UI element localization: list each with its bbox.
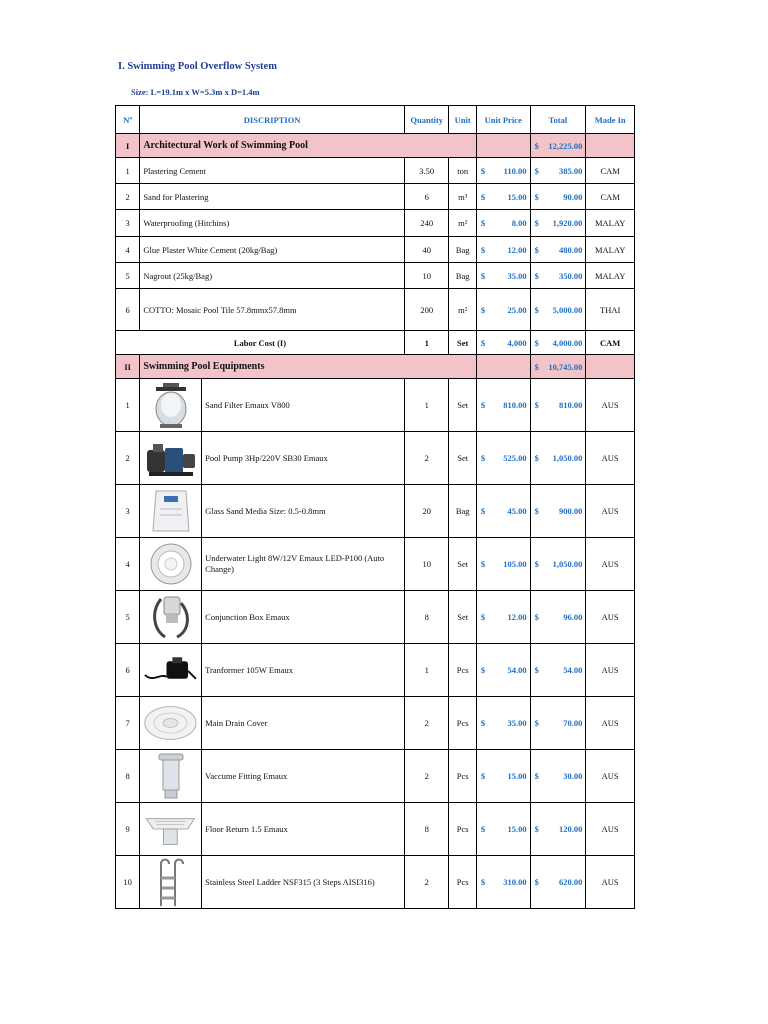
table-row <box>116 158 635 184</box>
item-unit-price: $ 105.00 <box>480 559 527 569</box>
item-origin: AUS <box>586 856 635 909</box>
item-quantity: 8 <box>404 591 449 644</box>
labor-unit-price: $ 4,000 <box>480 337 527 348</box>
item-unit-price: $ 110.00 <box>480 165 527 176</box>
item-number: 2 <box>116 432 140 485</box>
header-total: Total <box>530 106 586 134</box>
item-total: $ 120.00 <box>534 824 583 834</box>
item-unit: Pcs <box>449 803 476 856</box>
item-unit-price: $ 310.00 <box>480 877 527 887</box>
item-unit: Pcs <box>449 644 476 697</box>
item-unit: Set <box>449 432 476 485</box>
item-number: 3 <box>116 210 140 237</box>
labor-origin: CAM <box>586 331 635 355</box>
item-quantity: 8 <box>404 803 449 856</box>
header-unit-price: Unit Price <box>476 106 530 134</box>
item-unit: Set <box>449 591 476 644</box>
item-description: Plastering Cement <box>140 158 405 184</box>
item-description: Tranformer 105W Emaux <box>202 644 405 697</box>
item-number: 5 <box>116 591 140 644</box>
table-row <box>116 184 635 210</box>
table-header-row <box>116 106 635 134</box>
table-row <box>116 591 635 644</box>
sand-bag-icon <box>143 487 198 535</box>
section-number: I <box>116 134 140 158</box>
item-quantity: 1 <box>404 379 449 432</box>
table-row <box>116 210 635 237</box>
item-quantity: 200 <box>404 289 449 331</box>
item-unit: Set <box>449 538 476 591</box>
section-number: II <box>116 355 140 379</box>
item-description: Pool Pump 3Hp/220V SB30 Emaux <box>202 432 405 485</box>
item-description: Nagrout (25kg/Bag) <box>140 263 405 289</box>
item-quantity: 20 <box>404 485 449 538</box>
item-origin: AUS <box>586 644 635 697</box>
item-total: $ 810.00 <box>534 400 583 410</box>
item-quantity: 2 <box>404 697 449 750</box>
item-origin: AUS <box>586 379 635 432</box>
item-origin: AUS <box>586 538 635 591</box>
vacuum-fitting-icon <box>143 752 198 800</box>
item-origin: THAI <box>586 289 635 331</box>
table-row <box>116 432 635 485</box>
item-unit: m² <box>449 210 476 237</box>
table-row <box>116 263 635 289</box>
item-unit: Pcs <box>449 697 476 750</box>
item-origin: CAM <box>586 184 635 210</box>
item-number: 1 <box>116 379 140 432</box>
item-number: 9 <box>116 803 140 856</box>
item-origin: AUS <box>586 803 635 856</box>
table-row <box>116 379 635 432</box>
section-total: $ 10,745.00 <box>534 361 583 372</box>
section-total: $ 12,225.00 <box>534 140 583 151</box>
item-unit-price: $ 12.00 <box>480 612 527 622</box>
item-number: 1 <box>116 158 140 184</box>
item-unit-price: $ 15.00 <box>480 191 527 202</box>
pool-pump-icon <box>143 438 198 478</box>
item-description: Waterproofing (Hitchins) <box>140 210 405 237</box>
labor-description: Labor Cost (I) <box>116 331 405 355</box>
item-origin: CAM <box>586 158 635 184</box>
item-description: Main Drain Cover <box>202 697 405 750</box>
item-quantity: 1 <box>404 644 449 697</box>
labor-total: $ 4,000.00 <box>534 337 583 348</box>
table-row <box>116 750 635 803</box>
item-total: $ 70.00 <box>534 718 583 728</box>
item-number: 7 <box>116 697 140 750</box>
quotation-table <box>115 105 635 909</box>
item-total: $ 620.00 <box>534 877 583 887</box>
header-unit: Unit <box>449 106 476 134</box>
labor-unit: Set <box>449 331 476 355</box>
item-number: 6 <box>116 289 140 331</box>
item-origin: AUS <box>586 591 635 644</box>
table-row <box>116 803 635 856</box>
item-description: Glue Plaster White Cement (20kg/Bag) <box>140 237 405 263</box>
item-number: 4 <box>116 538 140 591</box>
floor-return-icon <box>143 807 198 851</box>
document-title: I. Swimming Pool Overflow System <box>118 61 277 72</box>
item-quantity: 10 <box>404 538 449 591</box>
header-quantity: Quantity <box>404 106 449 134</box>
underwater-light-icon <box>143 542 198 586</box>
table-row <box>116 538 635 591</box>
item-description: Vaccume Fitting Emaux <box>202 750 405 803</box>
item-origin: MALAY <box>586 210 635 237</box>
item-total: $ 900.00 <box>534 506 583 516</box>
item-unit-price: $ 25.00 <box>480 304 527 315</box>
drain-cover-icon <box>143 701 198 745</box>
item-number: 10 <box>116 856 140 909</box>
table-row <box>116 644 635 697</box>
item-unit-price: $ 15.00 <box>480 771 527 781</box>
item-total: $ 1,050.00 <box>534 453 583 463</box>
item-quantity: 3.50 <box>404 158 449 184</box>
section-title: Swimming Pool Equipments <box>140 355 477 379</box>
labor-quantity: 1 <box>404 331 449 355</box>
header-description: DISCRIPTION <box>140 106 405 134</box>
item-unit-price: $ 35.00 <box>480 718 527 728</box>
labor-cost-row <box>116 331 635 355</box>
item-number: 4 <box>116 237 140 263</box>
sand-filter-icon <box>143 381 198 429</box>
item-quantity: 40 <box>404 237 449 263</box>
item-total: $ 90.00 <box>534 191 583 202</box>
item-total: $ 30.00 <box>534 771 583 781</box>
item-description: Underwater Light 8W/12V Emaux LED-P100 (Auto Change) <box>202 538 405 591</box>
item-quantity: 2 <box>404 750 449 803</box>
table-row <box>116 697 635 750</box>
item-total: $ 1,920.00 <box>534 218 583 228</box>
transformer-icon <box>143 653 198 687</box>
item-unit: Pcs <box>449 856 476 909</box>
item-number: 3 <box>116 485 140 538</box>
item-unit-price: $ 525.00 <box>480 453 527 463</box>
item-unit-price: $ 35.00 <box>480 270 527 281</box>
section-row-equipments <box>116 355 635 379</box>
item-unit: ton <box>449 158 476 184</box>
item-description: Sand Filter Emaux V800 <box>202 379 405 432</box>
item-description: Conjunction Box Emaux <box>202 591 405 644</box>
item-total: $ 1,050.00 <box>534 559 583 569</box>
item-total: $ 480.00 <box>534 244 583 255</box>
item-unit: Bag <box>449 485 476 538</box>
item-origin: AUS <box>586 750 635 803</box>
item-quantity: 240 <box>404 210 449 237</box>
item-total: $ 54.00 <box>534 665 583 675</box>
item-description: Floor Return 1.5 Emaux <box>202 803 405 856</box>
item-total: $ 5,000.00 <box>534 304 583 315</box>
item-origin: AUS <box>586 697 635 750</box>
item-description: COTTO: Mosaic Pool Tile 57.8mmx57.8mm <box>140 289 405 331</box>
item-number: 6 <box>116 644 140 697</box>
item-quantity: 2 <box>404 432 449 485</box>
item-unit: Bag <box>449 237 476 263</box>
item-unit-price: $ 45.00 <box>480 506 527 516</box>
item-number: 5 <box>116 263 140 289</box>
item-unit: Bag <box>449 263 476 289</box>
section-title: Architectural Work of Swimming Pool <box>140 134 477 158</box>
item-quantity: 10 <box>404 263 449 289</box>
header-no: Nº <box>116 106 140 134</box>
item-unit-price: $ 15.00 <box>480 824 527 834</box>
item-description: Stainless Steel Ladder NSF315 (3 Steps AISI316) <box>202 856 405 909</box>
item-unit: Set <box>449 379 476 432</box>
item-unit-price: $ 810.00 <box>480 400 527 410</box>
item-unit-price: $ 8.00 <box>480 218 527 228</box>
item-quantity: 6 <box>404 184 449 210</box>
table-row <box>116 856 635 909</box>
item-origin: AUS <box>586 485 635 538</box>
ladder-icon <box>143 856 198 908</box>
item-total: $ 350.00 <box>534 270 583 281</box>
item-origin: MALAY <box>586 263 635 289</box>
item-origin: MALAY <box>586 237 635 263</box>
header-made-in: Made In <box>586 106 635 134</box>
item-quantity: 2 <box>404 856 449 909</box>
item-total: $ 385.00 <box>534 165 583 176</box>
item-description: Sand for Plastering <box>140 184 405 210</box>
item-unit: Pcs <box>449 750 476 803</box>
item-unit-price: $ 12.00 <box>480 244 527 255</box>
item-number: 2 <box>116 184 140 210</box>
item-origin: AUS <box>586 432 635 485</box>
table-row <box>116 485 635 538</box>
item-unit-price: $ 54.00 <box>480 665 527 675</box>
item-unit: m² <box>449 289 476 331</box>
item-number: 8 <box>116 750 140 803</box>
table-row <box>116 237 635 263</box>
junction-box-icon <box>143 593 198 641</box>
pool-size: Size: L=19.1m x W=5.3m x D=1.4m <box>131 87 260 97</box>
item-description: Glass Sand Media Size: 0.5-0.8mm <box>202 485 405 538</box>
item-total: $ 96.00 <box>534 612 583 622</box>
item-unit: m³ <box>449 184 476 210</box>
table-row <box>116 289 635 331</box>
section-row-architectural <box>116 134 635 158</box>
